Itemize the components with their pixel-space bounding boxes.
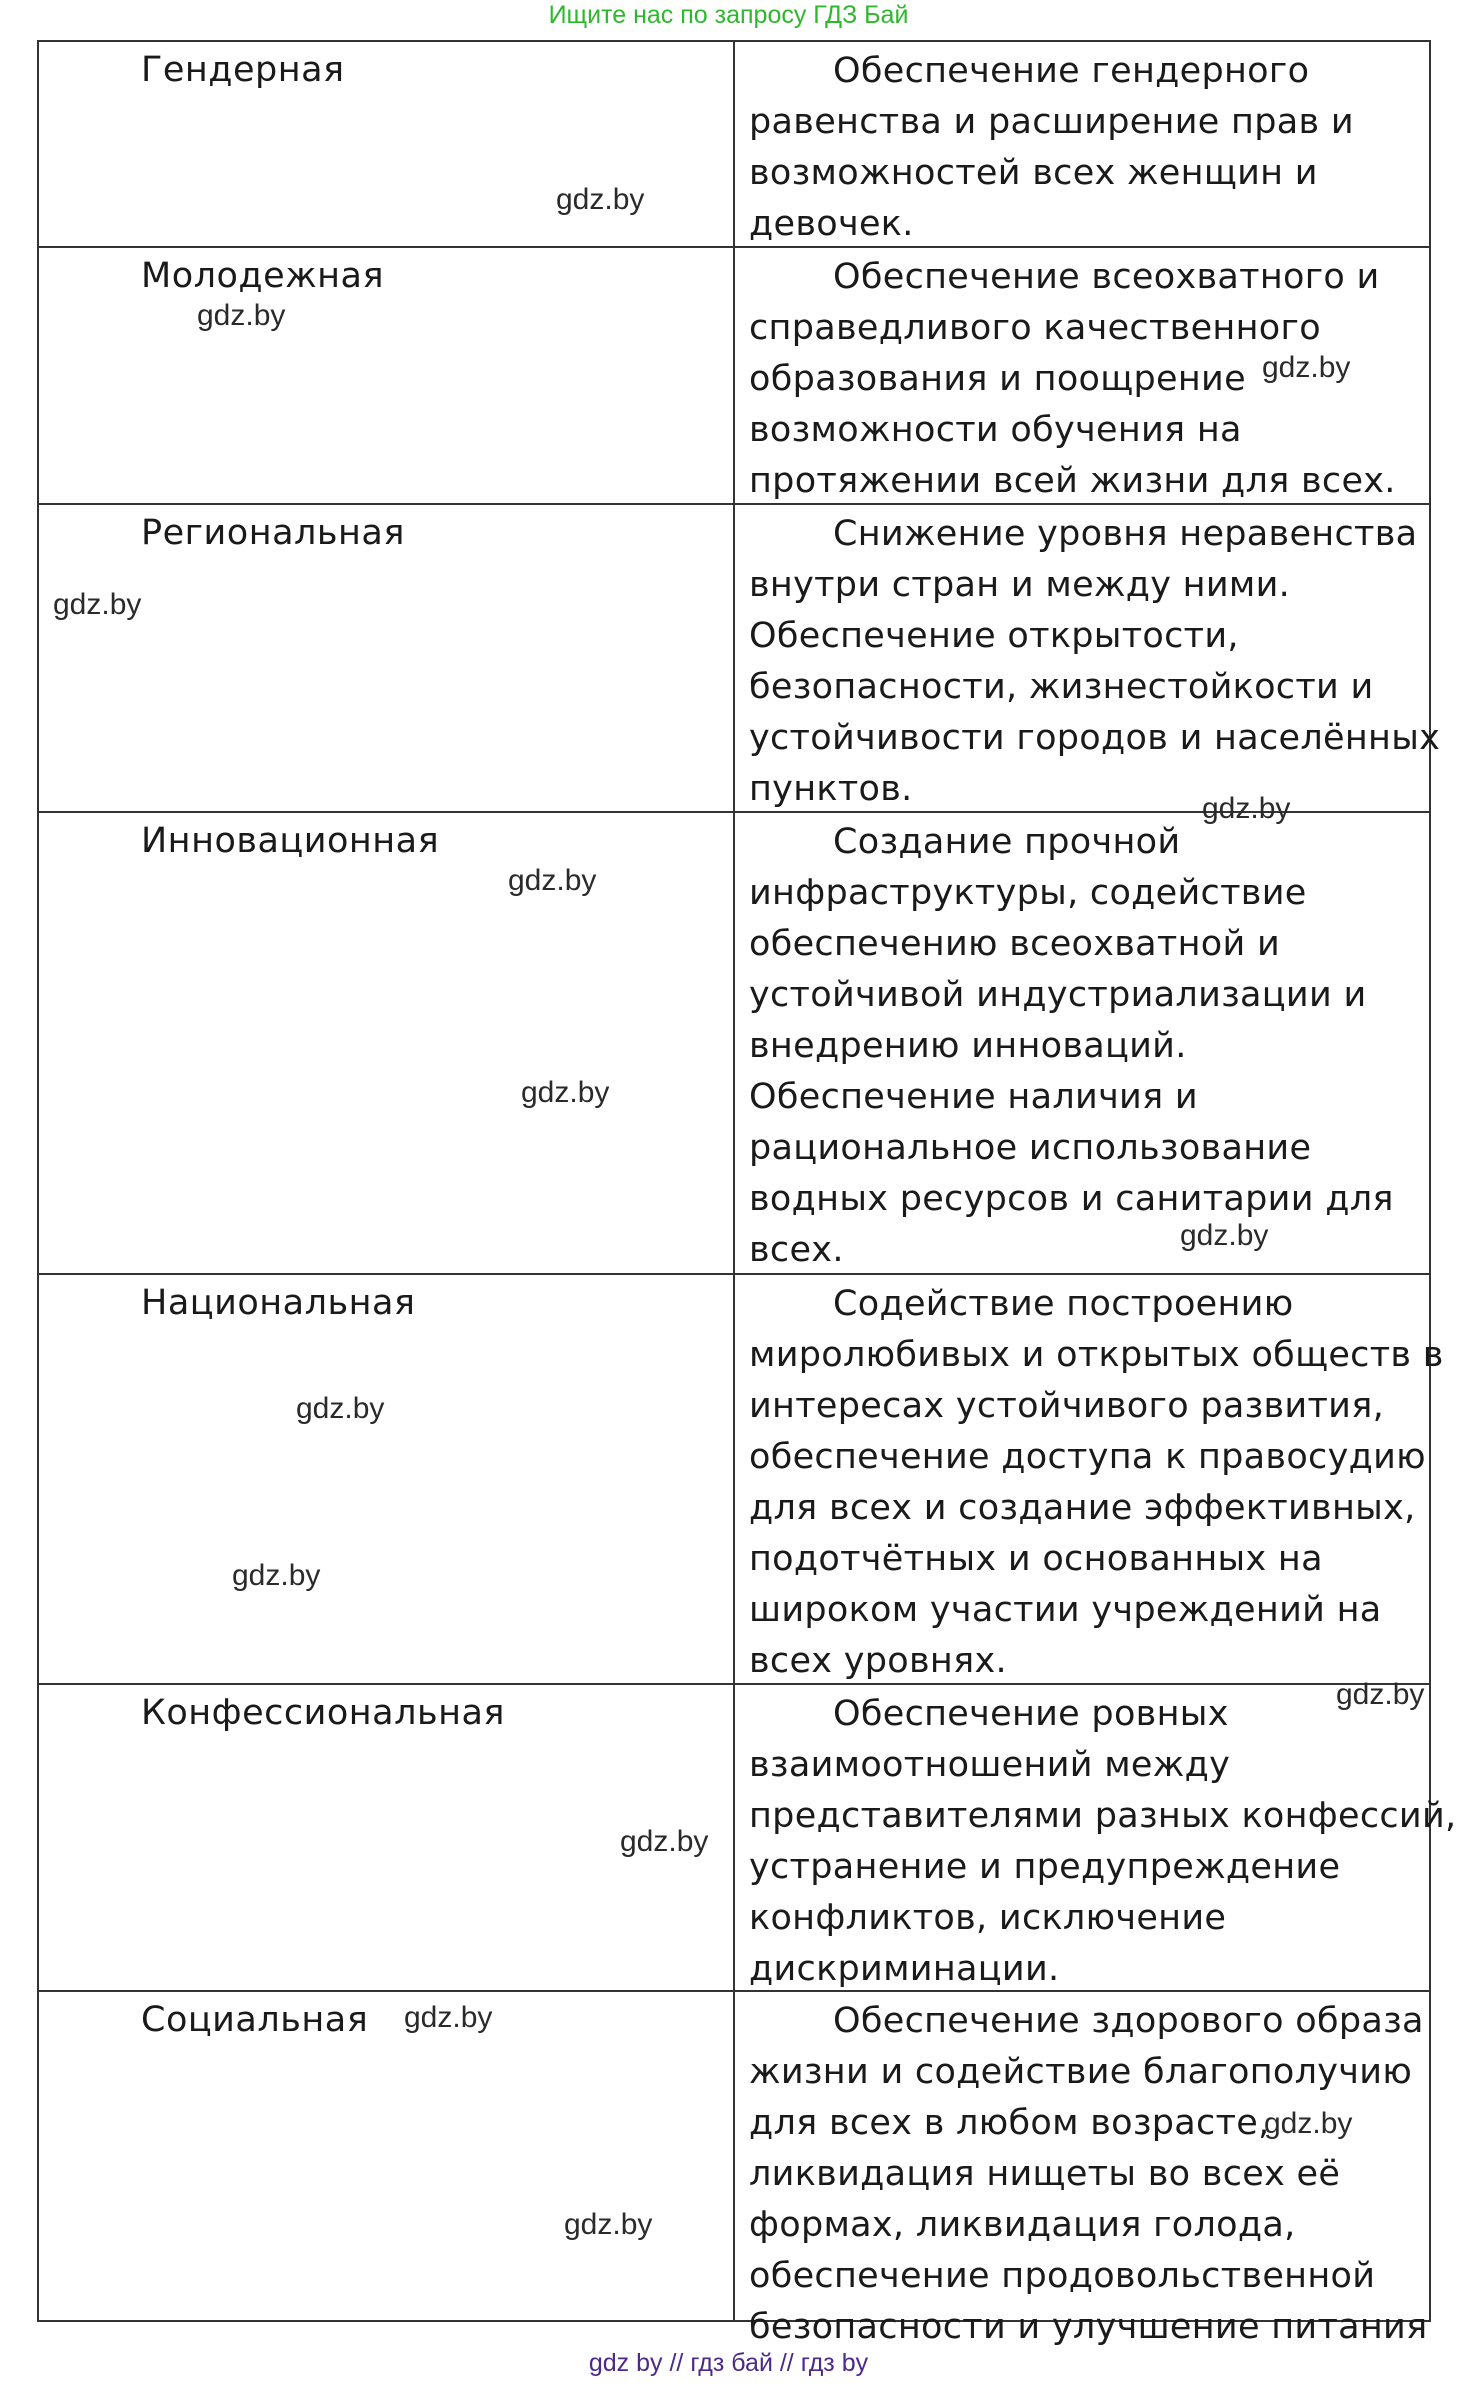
watermark: gdz.by [521, 1076, 610, 1109]
description-line: Содействие построению [833, 1284, 1294, 1324]
description-line: протяжении всей жизни для всех. [749, 461, 1396, 501]
watermark: gdz.by [197, 299, 286, 332]
description-line: Обеспечение гендерного [833, 51, 1310, 91]
description-line: пунктов. [749, 769, 913, 809]
description-line: представителями разных конфессий, [749, 1796, 1457, 1836]
policy-type-label: Социальная [141, 2000, 369, 2040]
watermark: gdz.by [508, 864, 597, 897]
watermark: gdz.by [1264, 2107, 1353, 2140]
watermark: gdz.by [1262, 351, 1351, 384]
watermark: gdz.by [232, 1559, 321, 1592]
policy-type-label: Гендерная [141, 50, 345, 90]
description-line: внутри стран и между ними. [749, 565, 1291, 605]
policy-description-cell [735, 505, 1441, 811]
description-line: Обеспечение всеохватного и [833, 257, 1380, 297]
description-line: конфликтов, исключение [749, 1898, 1227, 1938]
watermark: gdz.by [1180, 1219, 1269, 1252]
watermark: gdz.by [296, 1392, 385, 1425]
description-line: устойчивости городов и населённых [749, 718, 1441, 758]
description-line: Обеспечение здорового образа [833, 2001, 1424, 2041]
description-line: ликвидация нищеты во всех её [749, 2154, 1341, 2194]
bottom-links: gdz by // гдз бай // гдз by [588, 2349, 869, 2377]
description-line: возможностей всех женщин и [749, 153, 1318, 193]
description-line: Создание прочной [833, 822, 1181, 862]
table-row [39, 42, 1429, 248]
watermark: gdz.by [53, 588, 142, 621]
table-row [39, 1275, 1444, 1685]
description-line: водных ресурсов и санитарии для [749, 1179, 1394, 1219]
description-line: для всех в любом возрасте, [749, 2103, 1270, 2143]
table-row [39, 1992, 1429, 2347]
description-line: рациональное использование [749, 1128, 1312, 1168]
description-line: справедливого качественного [749, 308, 1321, 348]
watermark: gdz.by [564, 2208, 653, 2241]
description-line: внедрению инноваций. [749, 1026, 1187, 1066]
table-row [39, 505, 1441, 813]
description-line: взаимоотношений между [749, 1745, 1231, 1785]
policy-type-cell [39, 1275, 735, 1683]
description-line: интересах устойчивого развития, [749, 1386, 1384, 1426]
policy-type-cell [39, 505, 735, 811]
policy-type-label: Конфессиональная [141, 1693, 505, 1733]
description-line: устойчивой индустриализации и [749, 975, 1367, 1015]
policy-type-label: Национальная [141, 1283, 416, 1323]
description-line: всех. [749, 1230, 844, 1270]
description-line: безопасности и улучшение питания [749, 2307, 1428, 2347]
description-line: для всех и создание эффективных, [749, 1488, 1416, 1528]
description-line: Обеспечение открытости, [749, 616, 1239, 656]
description-line: возможности обучения на [749, 410, 1242, 450]
policy-type-label: Региональная [141, 513, 405, 553]
policy-description-cell [735, 42, 1429, 246]
description-line: девочек. [749, 204, 914, 244]
policy-description-cell [735, 1275, 1444, 1683]
description-line: обеспечению всеохватной и [749, 924, 1281, 964]
description-line: обеспечение продовольственной [749, 2256, 1376, 2296]
policy-type-cell [39, 248, 735, 503]
description-line: широком участии учреждений на [749, 1590, 1382, 1630]
policy-description-cell [735, 1992, 1429, 2347]
watermark: gdz.by [556, 183, 645, 216]
policy-type-label: Инновационная [141, 821, 440, 861]
policy-type-cell [39, 813, 735, 1273]
policy-description-cell [735, 813, 1429, 1273]
description-line: равенства и расширение прав и [749, 102, 1354, 142]
description-line: образования и поощрение [749, 359, 1246, 399]
policy-description-cell [735, 1685, 1457, 1990]
description-line: всех уровнях. [749, 1641, 1007, 1681]
description-line: подотчётных и основанных на [749, 1539, 1323, 1579]
top-banner: Ищите нас по запросу ГДЗ Бай [548, 1, 909, 29]
description-line: жизни и содействие благополучию [749, 2052, 1413, 2092]
watermark: gdz.by [1336, 1678, 1425, 1711]
table-row [39, 248, 1429, 505]
policy-table [37, 40, 1457, 2347]
watermark: gdz.by [1202, 792, 1291, 825]
description-line: устранение и предупреждение [749, 1847, 1341, 1887]
watermark: gdz.by [404, 2001, 493, 2034]
description-line: Снижение уровня неравенства [833, 514, 1418, 554]
watermark: gdz.by [620, 1825, 709, 1858]
description-line: обеспечение доступа к правосудию [749, 1437, 1426, 1477]
description-line: формах, ликвидация голода, [749, 2205, 1296, 2245]
description-line: дискриминации. [749, 1949, 1060, 1989]
policy-type-label: Молодежная [141, 256, 385, 296]
table-row [39, 1685, 1457, 1992]
description-line: миролюбивых и открытых обществ в [749, 1335, 1444, 1375]
description-line: безопасности, жизнестойкости и [749, 667, 1374, 707]
description-line: Обеспечение наличия и [749, 1077, 1198, 1117]
policy-type-cell [39, 1992, 735, 2320]
description-line: Обеспечение ровных [833, 1694, 1229, 1734]
description-line: инфраструктуры, содействие [749, 873, 1307, 913]
table-row [39, 813, 1429, 1275]
